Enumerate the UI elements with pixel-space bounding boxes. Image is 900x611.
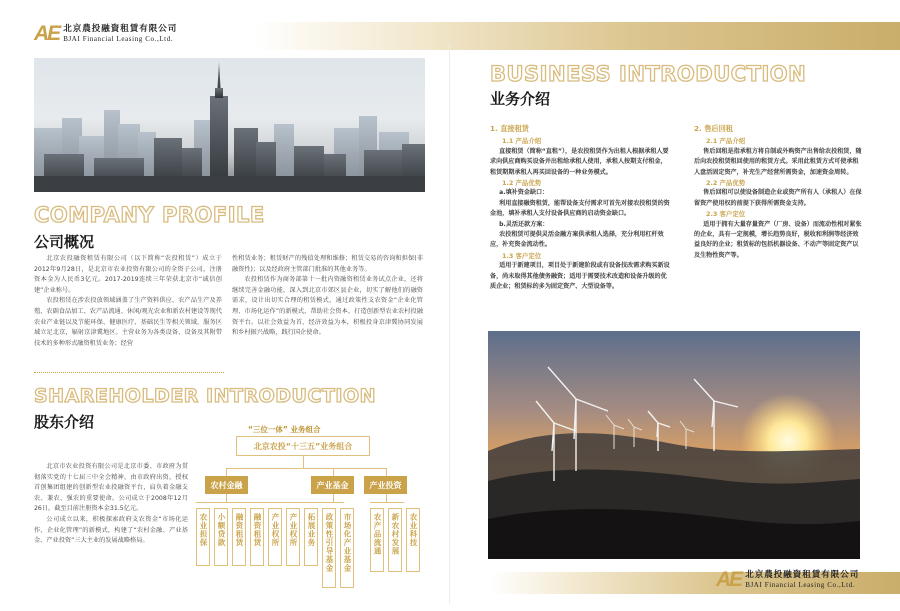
paragraph: 利用直接融资租赁，能帮设备支付需求可首先对接农投租赁的资金池，填补承租人支付设备供应商的启动资金缺口。 xyxy=(490,199,670,218)
org-main-box: 北京农投“十三五”业务组合 xyxy=(236,436,370,456)
org-connector xyxy=(226,468,227,476)
paragraph: 适用于新建项目，项目处于新建阶段或有设备技改需求购买新设备，尚未取得其他债务融资；适用于需要技术改造和设备升级的优质企业；租赁标的多为固定资产、大型设备等。 xyxy=(490,262,670,291)
org-leaf: 政策性引导基金 xyxy=(322,508,336,588)
business-title-cn: 业务介绍 xyxy=(490,90,551,108)
paragraph: 适用于拥有大量存量资产（厂房、设备）而流动性相对紧张的企业，具有一定规模，增长趋势良好，税收和利润等经济效益良好的企业；租赁标的包括机器设备、不动产等固定资产以及生物性资产等。 xyxy=(694,220,862,259)
org-leaf: 融资租赁 xyxy=(250,508,264,566)
shareholder-title-en: SHAREHOLDER INTRODUCTION xyxy=(34,385,376,407)
page-divider xyxy=(449,44,450,604)
shareholder-paragraph: 北京市农业投资有限公司是北京市委、市政府为贯彻落实党的十七届三中全会精神，由市政府出资，授权首创集团组建的创新型农业投融资平台，肩负着金融支农、兼农、强农的重要使命。公司成立于2008年12月26日，截至目前注册资本金31.5亿元。 xyxy=(34,463,188,513)
org-leaf: 产业权所 xyxy=(268,508,282,566)
ae-logo-icon: AE xyxy=(716,568,742,591)
org-leaf: 农业担保 xyxy=(196,508,210,566)
city-skyline-photo xyxy=(34,58,425,192)
org-connector xyxy=(333,494,334,502)
paragraph: 售后回租可以使设备制造企业或资产所有人（承租人）在保留资产使用权的前提下获得所需资金支持。 xyxy=(694,189,862,207)
org-connector xyxy=(226,494,227,502)
paragraph: 农投租赁可提供灵活金融方案供承租人选择，充分利用杠杆效应，补充资金流动性。 xyxy=(490,231,664,249)
logo-name-en: BJAI Financial Leasing Co.,Ltd. xyxy=(63,34,174,43)
org-top-label: “三位一体” 业务组合 xyxy=(248,425,321,434)
wind-turbine-sunset-photo xyxy=(488,331,860,559)
org-leaf: 小额贷款 xyxy=(214,508,228,566)
company-profile-col1 xyxy=(34,254,222,349)
direct-lease-heading: 1. 直接租赁 xyxy=(490,124,529,133)
org-connector xyxy=(386,494,387,502)
shareholder-paragraph: 公司成立以来，积极探索政府支农资金“市场化运作、企业化管理”的新模式，构建了“农村金融、产业基金、产业投资”三大主业的发展战略格局。 xyxy=(34,515,188,545)
sale-leaseback-heading: 2. 售后回租 xyxy=(694,124,733,133)
subheading: 2.3 客户定位 xyxy=(706,210,746,219)
org-leaf: 新农村发展 xyxy=(388,508,402,572)
subheading: 2.2 产品优势 xyxy=(706,179,746,188)
paragraph: a.填补资金缺口： xyxy=(499,189,549,197)
company-paragraph: 性租赁业务；租赁财产的残值处理和维修；租赁交易的咨询和担保(非融资性)；以及经政府主管部门批准的其他业务等。 xyxy=(232,255,423,273)
company-profile-title-cn: 公司概况 xyxy=(34,233,95,251)
org-group-industry-fund: 产业基金 xyxy=(311,476,354,494)
shareholder-title-cn: 股东介绍 xyxy=(34,413,95,431)
company-profile-col2 xyxy=(232,254,423,339)
footer-logo xyxy=(716,568,859,592)
header-logo xyxy=(34,22,177,46)
company-paragraph: 农投租赁在涉农投放领域涵盖了生产资料供应、农产品生产及养殖、农副食品加工、农产品流通、休闲/观光农业和新农村建设等现代农业产业链以及节能环保、健康医疗、基础民生等相关领域，服务区域立足北京，辐射京津冀地区。主营业务为各类设备、设备及其附带技术的多种形式融资租赁业务；经营 xyxy=(34,297,222,347)
dotted-divider xyxy=(34,372,224,373)
org-group-rural-finance: 农村金融 xyxy=(205,476,248,494)
org-leaf: 市场化产业基金 xyxy=(340,508,354,588)
company-paragraph: 北京农投融资租赁有限公司（以下简称“农投租赁”）成立于2012年9月28日，是北京市农业投资有限公司的全资子公司，注册资本金为人民币3亿元。2017-2019连续三年荣获北京市“诚信创建”企业称号。 xyxy=(34,255,222,294)
company-profile-title-en: COMPANY PROFILE xyxy=(34,203,265,227)
business-title-en: BUSINESS INTRODUCTION xyxy=(490,62,807,86)
subheading: 1.1 产品介绍 xyxy=(502,137,542,146)
org-connector xyxy=(303,456,304,468)
subheading: 1.2 产品优势 xyxy=(502,179,542,188)
org-connector xyxy=(370,502,404,503)
ae-logo-icon: AE xyxy=(34,22,60,45)
paragraph: 售后回租是指承租方将自制或外购资产出售给农投租赁，随后向农投租赁租回使用的租赁方式。采用此租赁方式可使承租人盘活固定资产，补充生产经营所需资金，加速资金周转。 xyxy=(694,147,862,176)
shareholder-text xyxy=(34,462,188,547)
org-connector xyxy=(333,468,334,476)
logo-name-cn: 北京農投融資租賃有限公司 xyxy=(745,570,860,581)
logo-name-cn: 北京農投融資租賃有限公司 xyxy=(63,24,178,35)
sale-leaseback-section xyxy=(694,124,862,261)
paragraph: b.灵活还款方案： xyxy=(499,220,549,228)
subheading: 1.3 客户定位 xyxy=(502,251,542,260)
org-leaf: 融资租赁 xyxy=(232,508,246,566)
org-leaf: 农产品流通 xyxy=(370,508,384,572)
org-connector xyxy=(386,468,387,476)
org-group-industry-invest: 产业投资 xyxy=(364,476,407,494)
org-leaf: 拓展业务 xyxy=(304,508,318,566)
org-connector xyxy=(322,502,344,503)
org-connector xyxy=(226,468,386,469)
company-paragraph: 农投租赁作为商务部第十一批内资融资租赁业务试点企业，还将继续完善金融功能，深入到北京市郊区县企业，切实了解他们的融资需求，设计出切实合理的租赁模式，通过政策性支农资金“企业化管理、市场化运作”的新模式，帮助社会资本，打造创新型农业农村投融资平台。以社会效益为首，经济效益为本，积极投身京津冀协同发展和乡村振兴战略，践行国企使命。 xyxy=(232,276,423,337)
org-leaf: 农业科技 xyxy=(406,508,420,572)
org-leaf: 产业权所 xyxy=(286,508,300,566)
subheading: 2.1 产品介绍 xyxy=(706,137,746,146)
logo-name-en: BJAI Financial Leasing Co.,Ltd. xyxy=(745,580,856,589)
paragraph: 直接租赁（简称“直租”），是农投租赁作为出租人根据承租人要求向供应商购买设备并出租给承租人使用，承租人按期支付租金，租赁期期承租人再买回设备的一种业务模式。 xyxy=(490,147,669,176)
direct-lease-section xyxy=(490,124,670,293)
org-connector xyxy=(196,502,328,503)
